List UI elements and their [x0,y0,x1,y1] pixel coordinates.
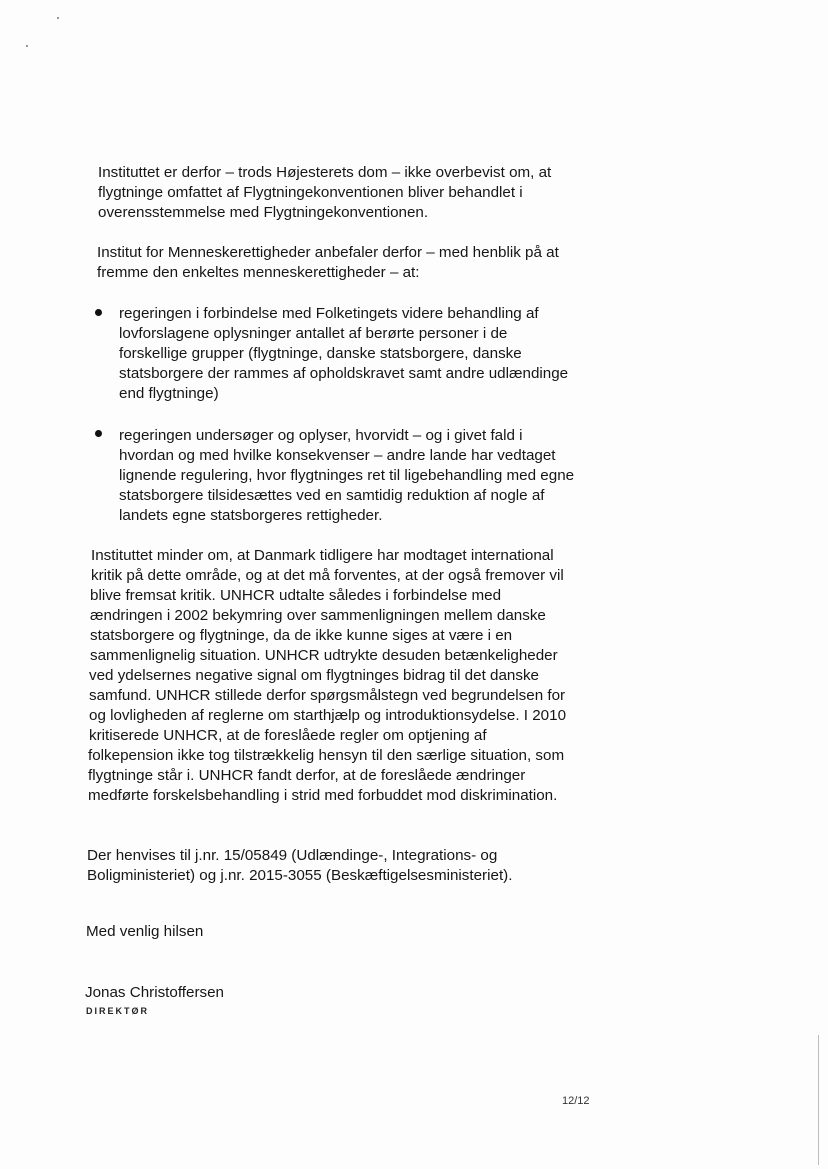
paragraph-line: Der henvises til j.nr. 15/05849 (Udlændinge-, Integrations- og [87,847,498,864]
page-number: 12/12 [562,1095,590,1107]
closing-salutation: Med venlig hilsen [86,923,204,940]
bullet-line: statsborgere der rammes af opholdskravet samt andre udlændinge [119,365,569,382]
paragraph-line: medførte forskelsbehandling i strid med forbuddet mod diskrimination. [88,787,558,804]
paragraph-line: ved ydelsernes negative signal om flygtninges bidrag til det danske [89,667,539,684]
signatory-name: Jonas Christoffersen [85,984,225,1001]
paragraph-line: kritiserede UNHCR, at de foreslåede regler om optjening af [89,727,487,744]
bullet-line: end flygtninge) [119,385,219,402]
paragraph-line: statsborgere og flygtninge, da de ikke kunne siges at være i en [90,627,513,644]
paragraph-line: sammenlignelig situation. UNHCR udtrykte desuden betænkeligheder [90,647,558,664]
paragraph-line: fremme den enkeltes menneskerettigheder – at: [97,264,420,281]
paragraph-line: Instituttet minder om, at Danmark tidligere har modtaget international [91,547,554,564]
paragraph-line: og lovligheden af reglerne om starthjælp og introduktionsydelse. I 2010 [89,707,567,724]
paragraph-line: samfund. UNHCR stillede derfor spørgsmålstegn ved begrundelsen for [89,687,566,704]
bullet-line: regeringen i forbindelse med Folketingets videre behandling af [119,305,539,322]
paragraph-line: blive fremsat kritik. UNHCR udtalte således i forbindelse med [90,587,502,604]
scan-speck [26,45,28,47]
paragraph-line: flygtninge omfattet af Flygtningekonventionen bliver behandlet i [98,184,523,201]
scan-edge-divider [818,1035,819,1165]
bullet-line: statsborgere tilsidesættes ved en samtidig reduktion af nogle af [119,487,545,504]
paragraph-line: flygtninge står i. UNHCR fandt derfor, at de foreslåede ændringer [88,767,526,784]
paragraph-line: overensstemmelse med Flygtningekonventionen. [98,204,429,221]
bullet-line: lovforslagene oplysninger antallet af berørte personer i de [119,325,508,342]
bullet-line: landets egne statsborgeres rettigheder. [119,507,383,524]
paragraph-line: kritik på dette område, og at det må forventes, at der også fremover vil [91,567,564,584]
paragraph-line: Boligministeriet) og j.nr. 2015-3055 (Beskæftigelsesministeriet). [87,867,513,884]
scan-speck [57,17,59,19]
paragraph-line: folkepension ikke tog tilstrækkelig hensyn til den særlige situation, som [88,747,565,764]
signatory-title: DIREKTØR [86,1006,149,1016]
bullet-line: forskellige grupper (flygtninge, danske statsborgere, danske [119,345,522,362]
paragraph-line: Institut for Menneskerettigheder anbefaler derfor – med henblik på at [97,244,559,261]
paragraph-line: ændringen i 2002 bekymring over sammenligningen mellem danske [90,607,546,624]
bullet-icon [95,430,102,437]
bullet-line: hvordan og med hvilke konsekvenser – andre lande har vedtaget [119,447,556,464]
bullet-line: lignende regulering, hvor flygtninges ret til ligebehandling med egne [119,467,575,484]
bullet-line: regeringen undersøger og oplyser, hvorvidt – og i givet fald i [119,427,523,444]
bullet-icon [95,309,102,316]
paragraph-line: Instituttet er derfor – trods Højesterets dom – ikke overbevist om, at [98,164,552,181]
